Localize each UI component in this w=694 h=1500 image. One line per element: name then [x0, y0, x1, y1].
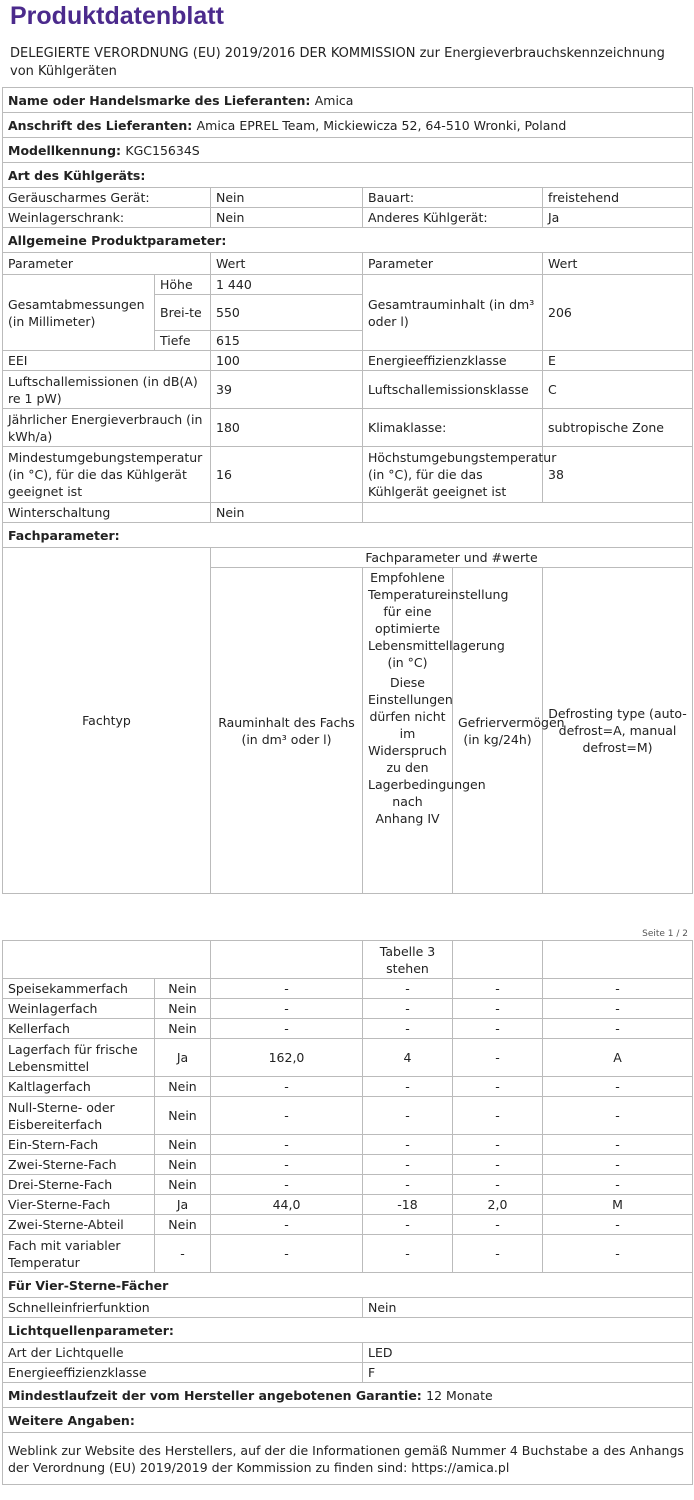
header-parameter: Parameter — [363, 253, 543, 275]
fach-temperature: -18 — [363, 1195, 453, 1215]
fach-row — [3, 1135, 693, 1155]
address-label: Anschrift des Lieferanten: — [8, 117, 193, 133]
light-value: LED — [363, 1343, 693, 1363]
datasheet-table-page2 — [2, 940, 693, 1485]
fach-row — [3, 1097, 693, 1135]
light-row — [3, 1343, 693, 1363]
fach-freeze-capacity: - — [453, 1215, 543, 1235]
fach-volume: - — [211, 1077, 363, 1097]
defrost-header: Defrosting type (auto-defrost=A, manual defrost=M) — [543, 568, 693, 894]
fach-present: Nein — [155, 1077, 211, 1097]
light-label: Energieeffizienzklasse — [3, 1363, 363, 1383]
address-row — [3, 113, 693, 138]
winter-value: Nein — [211, 503, 363, 523]
page-number: Seite 1 / 2 — [642, 929, 688, 939]
fach-name: Weinlagerfach — [3, 999, 155, 1019]
param-value: E — [543, 351, 693, 371]
fach-volume: - — [211, 1019, 363, 1039]
fach-freeze-capacity: - — [453, 1077, 543, 1097]
header-value: Wert — [543, 253, 693, 275]
page-title: Produktdatenblatt — [10, 2, 224, 30]
fach-defrost-type: - — [543, 1019, 693, 1039]
type-row — [3, 188, 693, 208]
fach-freeze-capacity: - — [453, 999, 543, 1019]
fach-temperature: - — [363, 1155, 453, 1175]
fach-volume: - — [211, 999, 363, 1019]
fach-temperature: - — [363, 1235, 453, 1273]
fach-rows — [3, 979, 693, 1273]
temp-header-c: Tabelle 3 stehen — [363, 941, 453, 979]
fach-freeze-capacity: - — [453, 1019, 543, 1039]
total-volume-value: 206 — [543, 275, 693, 351]
winter-label: Winterschaltung — [3, 503, 211, 523]
fach-volume: - — [211, 1155, 363, 1175]
general-row — [3, 371, 693, 409]
fach-name: Drei-Sterne-Fach — [3, 1175, 155, 1195]
width-label: Brei-te — [155, 295, 211, 331]
fach-present: Nein — [155, 1155, 211, 1175]
fach-volume: - — [211, 1135, 363, 1155]
fach-defrost-type: - — [543, 1215, 693, 1235]
fach-temperature: - — [363, 1097, 453, 1135]
header-value: Wert — [211, 253, 363, 275]
depth-label: Tiefe — [155, 331, 211, 351]
fach-freeze-capacity: - — [453, 1175, 543, 1195]
fach-defrost-type: - — [543, 1077, 693, 1097]
param-label: Luftschallemissionen (in dB(A) re 1 pW) — [3, 371, 211, 409]
supplier-value: Amica — [314, 92, 354, 108]
fach-freeze-capacity: - — [453, 1235, 543, 1273]
param-label: Höchstumgebungstemperatur (in °C), für die das Kühlgerät geeignet ist — [363, 447, 543, 503]
param-label: Mindestumgebungstemperatur (in °C), für die das Kühlgerät geeignet ist — [3, 447, 211, 503]
dimensions-label: Gesamtabmessungen (in Millimeter) — [3, 275, 155, 351]
fach-defrost-type: M — [543, 1195, 693, 1215]
fach-present: Nein — [155, 1175, 211, 1195]
light-section-heading: Lichtquellenparameter: — [3, 1318, 693, 1343]
param-value: C — [543, 371, 693, 409]
fach-present: Nein — [155, 1097, 211, 1135]
type-section-heading: Art des Kühlgeräts: — [3, 163, 693, 188]
fach-present: Ja — [155, 1039, 211, 1077]
general-header-row — [3, 253, 693, 275]
fach-group-header: Fachparameter und #werte — [211, 548, 693, 568]
param-label: Jährlicher Energieverbrauch (in kWh/a) — [3, 409, 211, 447]
fach-volume: - — [211, 1215, 363, 1235]
address-value: Amica EPREL Team, Mickiewicza 52, 64-510 Wronki, Poland — [196, 117, 567, 133]
fach-defrost-type: - — [543, 999, 693, 1019]
light-label: Art der Lichtquelle — [3, 1343, 363, 1363]
fach-section-heading: Fachparameter: — [3, 523, 693, 548]
fach-temperature: 4 — [363, 1039, 453, 1077]
quick-freeze-value: Nein — [363, 1298, 693, 1318]
datasheet-table-page1 — [2, 87, 693, 894]
fach-name: Null-Sterne- oder Eisbereiterfach — [3, 1097, 155, 1135]
quick-freeze-row — [3, 1298, 693, 1318]
warranty-row — [3, 1383, 693, 1408]
fach-freeze-capacity: - — [453, 1135, 543, 1155]
fach-row — [3, 979, 693, 999]
more-section-heading: Weitere Angaben: — [3, 1408, 693, 1433]
param-label: EEI — [3, 351, 211, 371]
fach-name: Zwei-Sterne-Abteil — [3, 1215, 155, 1235]
regulation-intro: DELEGIERTE VERORDNUNG (EU) 2019/2016 DER KOMMISSION zur Energieverbrauchskennzeichnung von Kühlgeräten — [10, 46, 665, 79]
manufacturer-weblink-text: Weblink zur Website des Herstellers, auf der die Informationen gemäß Nummer 4 Buchstabe a des Anhangs der Verordnung (EU) 2019/2019 der Kommission zu finden sind: https://amica.pl — [3, 1433, 693, 1485]
param-label: Klimaklasse: — [363, 409, 543, 447]
fach-present: Nein — [155, 999, 211, 1019]
param-label: Luftschallemissionsklasse — [363, 371, 543, 409]
fach-volume: 162,0 — [211, 1039, 363, 1077]
fach-temperature: - — [363, 1019, 453, 1039]
fach-defrost-type: - — [543, 1175, 693, 1195]
type-label: Geräuscharmes Gerät: — [3, 188, 211, 208]
fach-present: Nein — [155, 979, 211, 999]
fachtyp-header: Fachtyp — [3, 548, 211, 894]
page-break — [0, 919, 694, 941]
fach-name: Vier-Sterne-Fach — [3, 1195, 155, 1215]
fach-defrost-type: - — [543, 1097, 693, 1135]
fach-freeze-capacity: - — [453, 1097, 543, 1135]
light-value: F — [363, 1363, 693, 1383]
general-section-heading: Allgemeine Produktparameter: — [3, 228, 693, 253]
fach-defrost-type: - — [543, 1155, 693, 1175]
supplier-row — [3, 88, 693, 113]
depth-value: 615 — [211, 331, 363, 351]
quick-freeze-label: Schnelleinfrierfunktion — [3, 1298, 363, 1318]
type-label: Anderes Kühlgerät: — [363, 208, 543, 228]
fach-present: Ja — [155, 1195, 211, 1215]
fach-defrost-type: - — [543, 979, 693, 999]
param-value: 38 — [543, 447, 693, 503]
fach-row — [3, 1019, 693, 1039]
type-label: Weinlagerschrank: — [3, 208, 211, 228]
fach-volume: - — [211, 979, 363, 999]
fach-temperature: - — [363, 1077, 453, 1097]
model-label: Modellkennung: — [8, 142, 122, 158]
fach-row — [3, 1215, 693, 1235]
param-value: 39 — [211, 371, 363, 409]
model-value: KGC15634S — [125, 142, 200, 158]
fach-name: Kaltlagerfach — [3, 1077, 155, 1097]
param-label: Energieeffizienzklasse — [363, 351, 543, 371]
fach-row — [3, 1175, 693, 1195]
fach-volume: 44,0 — [211, 1195, 363, 1215]
model-row — [3, 138, 693, 163]
warranty-value: 12 Monate — [426, 1387, 493, 1403]
fach-row — [3, 1039, 693, 1077]
param-value: subtropische Zone — [543, 409, 693, 447]
fach-temperature: - — [363, 1215, 453, 1235]
fach-name: Speisekammerfach — [3, 979, 155, 999]
fach-temperature: - — [363, 1135, 453, 1155]
fach-present: Nein — [155, 1215, 211, 1235]
fach-defrost-type: - — [543, 1135, 693, 1155]
fach-freeze-capacity: 2,0 — [453, 1195, 543, 1215]
fach-volume: - — [211, 1235, 363, 1273]
general-row — [3, 409, 693, 447]
header-parameter: Parameter — [3, 253, 211, 275]
fach-temperature: - — [363, 1175, 453, 1195]
fach-temperature: - — [363, 979, 453, 999]
fach-row — [3, 1235, 693, 1273]
type-value: Ja — [543, 208, 693, 228]
fach-temperature: - — [363, 999, 453, 1019]
fach-volume: - — [211, 1097, 363, 1135]
winter-row — [3, 503, 693, 523]
warranty-label: Mindestlaufzeit der vom Hersteller angebotenen Garantie: — [8, 1387, 422, 1403]
fach-volume: - — [211, 1175, 363, 1195]
fach-row — [3, 999, 693, 1019]
volume-header: Rauminhalt des Fachs (in dm³ oder l) — [211, 568, 363, 894]
general-row — [3, 351, 693, 371]
light-row — [3, 1363, 693, 1383]
type-value: Nein — [211, 208, 363, 228]
fach-freeze-capacity: - — [453, 979, 543, 999]
type-value: Nein — [211, 188, 363, 208]
param-value: 180 — [211, 409, 363, 447]
four-star-section-heading: Für Vier-Sterne-Fächer — [3, 1273, 693, 1298]
fach-row — [3, 1195, 693, 1215]
fach-name: Ein-Stern-Fach — [3, 1135, 155, 1155]
fach-name: Lagerfach für frische Lebensmittel — [3, 1039, 155, 1077]
type-row — [3, 208, 693, 228]
height-label: Höhe — [155, 275, 211, 295]
temp-header-a: Empfohlene Temperatureinstellung für eine optimierte Lebensmittellagerung (in °C) — [368, 570, 509, 670]
fach-freeze-capacity: - — [453, 1039, 543, 1077]
fach-row — [3, 1077, 693, 1097]
height-value: 1 440 — [211, 275, 363, 295]
fach-present: Nein — [155, 1019, 211, 1039]
freeze-header: Gefriervermögen (in kg/24h) — [453, 568, 543, 894]
fach-present: - — [155, 1235, 211, 1273]
fach-defrost-type: A — [543, 1039, 693, 1077]
fach-freeze-capacity: - — [453, 1155, 543, 1175]
supplier-label: Name oder Handelsmarke des Lieferanten: — [8, 92, 311, 108]
type-value: freistehend — [543, 188, 693, 208]
temp-header-b: Diese Einstellungen dürfen nicht im Widerspruch zu den Lagerbedingungen nach Anhang IV — [368, 675, 486, 826]
fach-row — [3, 1155, 693, 1175]
fach-present: Nein — [155, 1135, 211, 1155]
width-value: 550 — [211, 295, 363, 331]
general-row — [3, 447, 693, 503]
fach-name: Zwei-Sterne-Fach — [3, 1155, 155, 1175]
param-value: 16 — [211, 447, 363, 503]
fach-name: Fach mit variabler Temperatur — [3, 1235, 155, 1273]
fach-defrost-type: - — [543, 1235, 693, 1273]
param-value: 100 — [211, 351, 363, 371]
total-volume-label: Gesamtrauminhalt (in dm³ oder l) — [363, 275, 543, 351]
fach-name: Kellerfach — [3, 1019, 155, 1039]
type-label: Bauart: — [363, 188, 543, 208]
